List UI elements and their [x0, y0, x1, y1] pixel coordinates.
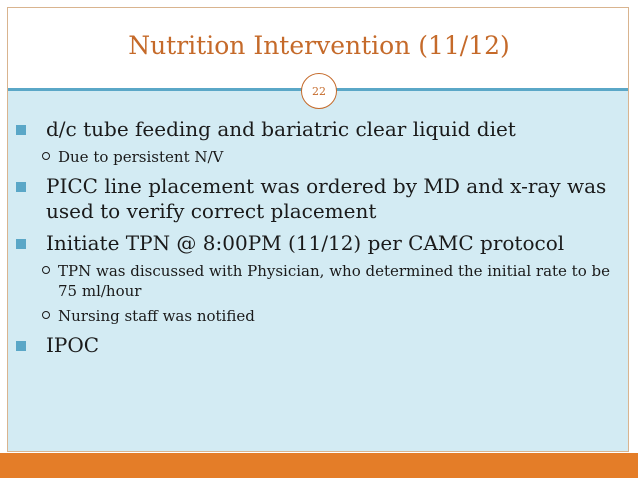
square-bullet-icon: [16, 182, 26, 192]
circle-bullet-icon: [42, 152, 50, 160]
bullet-item: [16, 117, 616, 142]
bullet-list: [16, 110, 616, 358]
sub-bullet-item: [16, 261, 616, 301]
sub-bullet-item: [16, 147, 616, 167]
bullet-text: PICC line placement was ordered by MD and x-ray was used to verify correct placement: [46, 174, 607, 223]
bottom-accent-bar: [0, 453, 638, 478]
circle-bullet-icon: [42, 266, 50, 274]
sub-bullet-text: Nursing staff was notified: [58, 307, 255, 325]
circle-bullet-icon: [42, 311, 50, 319]
bullet-item: [16, 174, 616, 224]
sub-bullet-item: [16, 306, 616, 326]
square-bullet-icon: [16, 125, 26, 135]
bullet-text: Initiate TPN @ 8:00PM (11/12) per CAMC protocol: [46, 231, 565, 255]
sub-bullet-text: Due to persistent N/V: [58, 148, 224, 166]
slide-title: Nutrition Intervention (11/12): [128, 31, 510, 60]
sub-bullet-text: TPN was discussed with Physician, who determined the initial rate to be 75 ml/hour: [58, 262, 610, 300]
slide-number-badge: 22: [301, 73, 337, 109]
square-bullet-icon: [16, 239, 26, 249]
square-bullet-icon: [16, 341, 26, 351]
bullet-item: [16, 333, 616, 358]
bullet-text: IPOC: [46, 333, 100, 357]
bullet-item: [16, 231, 616, 256]
bullet-text: d/c tube feeding and bariatric clear liquid diet: [46, 117, 516, 141]
